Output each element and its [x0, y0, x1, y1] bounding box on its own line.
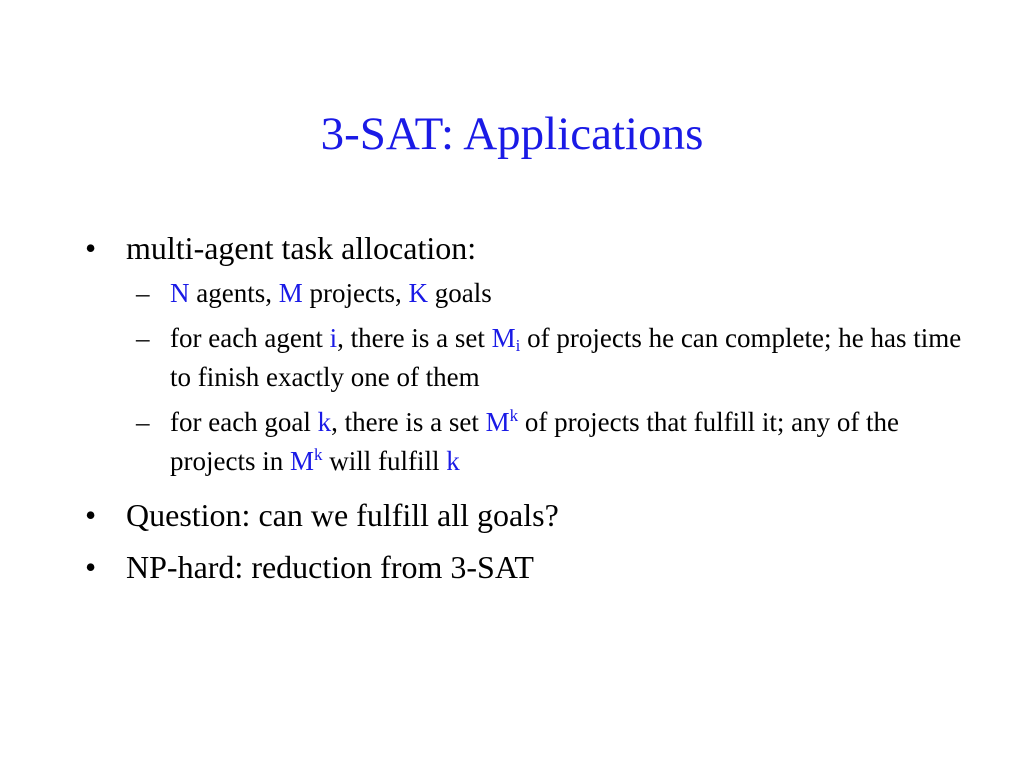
sub-bullet-list [85, 274, 985, 481]
math-symbol: i [329, 323, 338, 353]
bullet-marker: • [85, 230, 97, 266]
sub-bullet-item [85, 274, 985, 313]
bullet-item [85, 547, 985, 587]
sub-bullet-item [85, 319, 985, 397]
math-symbol: i [515, 336, 521, 355]
sub-bullet-text: projects, [302, 278, 409, 308]
math-symbol: K [408, 278, 428, 308]
math-symbol: M [485, 407, 510, 437]
math-symbol: k [446, 446, 460, 476]
math-symbol: k [314, 445, 323, 464]
bullet-item [85, 228, 985, 268]
math-symbol: N [170, 278, 190, 308]
bullet-text: NP-hard: reduction from 3-SAT [126, 549, 534, 585]
bullet-marker: • [85, 497, 97, 533]
slide-body [85, 228, 985, 599]
sub-bullet-text: for each agent [170, 323, 330, 353]
sub-bullet-text: of projects he can complete; he has time to finish exactly one of them [170, 323, 962, 392]
sub-bullet-item [85, 403, 985, 481]
dash-marker: – [136, 323, 150, 353]
sub-bullet-text: will fulfill [322, 446, 447, 476]
sub-bullet-text: of projects that fulfill it; any of the projects in [170, 407, 900, 476]
slide-title: 3-SAT: Applications [320, 108, 704, 160]
sub-bullet-text: , there is a set [331, 407, 486, 437]
dash-marker: – [136, 407, 150, 437]
sub-bullet-text: goals [427, 278, 492, 308]
bullet-marker: • [85, 549, 97, 585]
math-symbol: k [317, 407, 332, 437]
dash-marker: – [136, 278, 150, 308]
sub-bullet-text: , there is a set [337, 323, 492, 353]
math-symbol: M [278, 278, 303, 308]
math-symbol: M [289, 446, 314, 476]
bullet-item [85, 495, 985, 535]
math-symbol: M [491, 323, 516, 353]
bullet-text: multi-agent task allocation: [126, 230, 477, 266]
math-symbol: k [509, 406, 519, 425]
bullet-text: Question: can we fulfill all goals? [126, 497, 559, 533]
sub-bullet-text: for each goal [170, 407, 318, 437]
sub-bullet-text: agents, [189, 278, 279, 308]
